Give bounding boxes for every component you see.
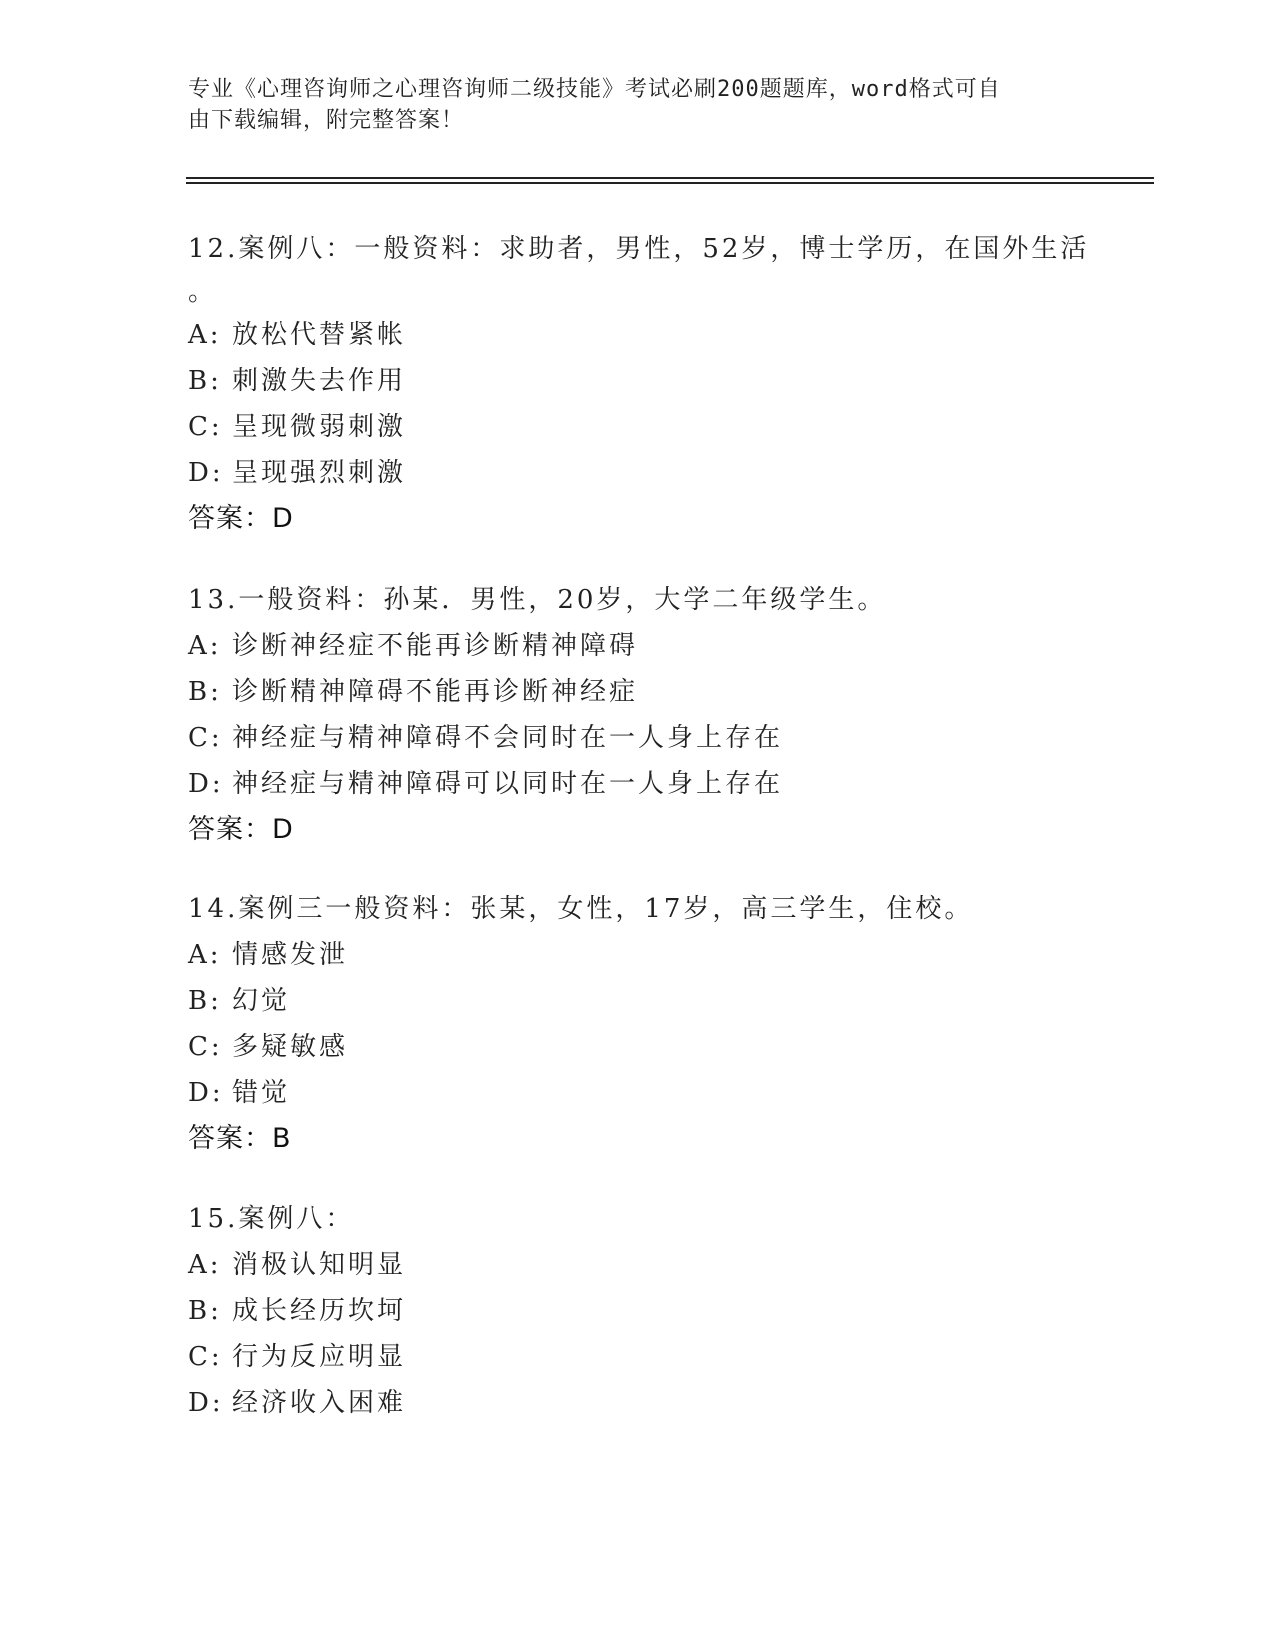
- option-key: C:: [188, 1032, 223, 1062]
- option-key: D:: [188, 458, 224, 488]
- header-line-2: 由下载编辑，附完整答案！: [188, 108, 465, 133]
- option-c: [188, 715, 1188, 761]
- option-b: [188, 978, 1188, 1024]
- option-key: D:: [188, 769, 224, 799]
- question-stem: 12.案例八：一般资料：求助者，男性，52岁，博士学历，在国外生活: [188, 234, 1090, 264]
- option-text: 情感发泄: [232, 940, 349, 970]
- question-12: [188, 226, 1188, 542]
- question-stem-continuation: 。: [188, 277, 218, 307]
- option-key: A:: [188, 631, 222, 661]
- answer-line: 答案：B: [188, 1123, 292, 1154]
- option-d: [188, 450, 1188, 496]
- option-text: 经济收入困难: [232, 1388, 407, 1418]
- option-key: B:: [188, 366, 222, 396]
- option-b: [188, 1288, 1188, 1334]
- answer-line: 答案：D: [188, 814, 294, 845]
- question-stem: 14.案例三一般资料：张某，女性，17岁，高三学生，住校。: [188, 894, 974, 924]
- option-text: 行为反应明显: [232, 1342, 407, 1372]
- option-text: 呈现强烈刺激: [232, 458, 407, 488]
- option-key: B:: [188, 677, 222, 707]
- option-key: A:: [188, 1250, 222, 1280]
- option-text: 诊断神经症不能再诊断精神障碍: [232, 631, 639, 661]
- option-key: C:: [188, 1342, 223, 1372]
- option-text: 错觉: [232, 1078, 291, 1108]
- option-d: [188, 761, 1188, 807]
- question-stem: 13.一般资料：孙某．男性，20岁，大学二年级学生。: [188, 585, 887, 615]
- option-c: [188, 404, 1188, 450]
- header-divider-top: [186, 177, 1154, 179]
- option-text: 神经症与精神障碍不会同时在一人身上存在: [232, 723, 784, 753]
- option-d: [188, 1380, 1188, 1426]
- option-key: D:: [188, 1078, 224, 1108]
- option-c: [188, 1024, 1188, 1070]
- header-line-1: 专业《心理咨询师之心理咨询师二级技能》考试必刷200题题库，word格式可自: [188, 77, 1001, 102]
- option-key: C:: [188, 723, 223, 753]
- option-text: 放松代替紧帐: [232, 320, 407, 350]
- question-14: [188, 886, 1188, 1162]
- option-text: 幻觉: [232, 986, 291, 1016]
- question-15: [188, 1196, 1188, 1426]
- option-key: C:: [188, 412, 223, 442]
- option-a: [188, 1242, 1188, 1288]
- option-text: 多疑敏感: [232, 1032, 349, 1062]
- option-text: 成长经历坎坷: [232, 1296, 407, 1326]
- option-c: [188, 1334, 1188, 1380]
- option-d: [188, 1070, 1188, 1116]
- option-text: 刺激失去作用: [232, 366, 407, 396]
- header-divider-bottom: [186, 182, 1154, 184]
- option-text: 消极认知明显: [232, 1250, 407, 1280]
- option-a: [188, 932, 1188, 978]
- document-header: [188, 74, 1088, 136]
- question-13: [188, 577, 1188, 853]
- option-key: D:: [188, 1388, 224, 1418]
- option-b: [188, 358, 1188, 404]
- option-key: B:: [188, 986, 222, 1016]
- option-text: 诊断精神障碍不能再诊断神经症: [232, 677, 639, 707]
- option-key: A:: [188, 320, 222, 350]
- option-key: B:: [188, 1296, 222, 1326]
- option-key: A:: [188, 940, 222, 970]
- option-text: 呈现微弱刺激: [232, 412, 407, 442]
- answer-line: 答案：D: [188, 503, 294, 534]
- option-b: [188, 669, 1188, 715]
- option-a: [188, 312, 1188, 358]
- option-text: 神经症与精神障碍可以同时在一人身上存在: [232, 769, 784, 799]
- option-a: [188, 623, 1188, 669]
- question-stem: 15.案例八：: [188, 1204, 355, 1234]
